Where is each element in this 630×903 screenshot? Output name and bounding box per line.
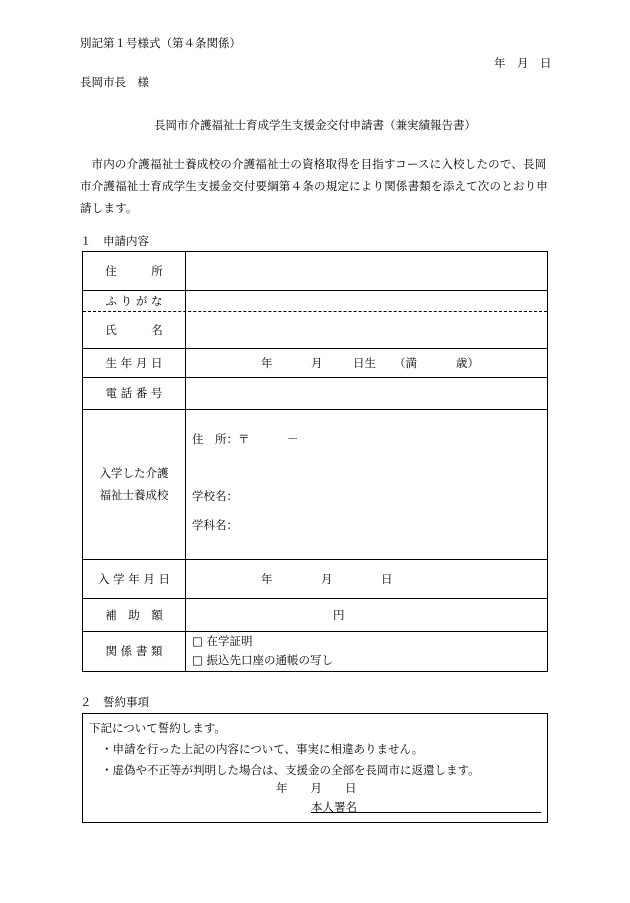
subsidy-label: 補 助 額 [105, 607, 163, 622]
oath-item-1: ・申請を行った上記の内容について、事実に相違ありません。 [101, 742, 424, 756]
address-field[interactable] [186, 252, 547, 290]
yen-unit: 円 [333, 607, 345, 622]
enroll-year-unit: 年 [261, 571, 273, 586]
doc-enrollment-certificate-checkbox[interactable]: □ 在学証明 [192, 634, 253, 648]
enrollment-date-label: 入 学 年 月 日 [97, 571, 171, 586]
oath-intro: 下記について誓約します。 [89, 721, 226, 735]
signature-line[interactable] [311, 812, 541, 813]
section-1-heading: １ 申請内容 [80, 234, 149, 248]
doc-bankbook-copy-checkbox[interactable]: □ 振込先口座の通帳の写し [192, 653, 334, 667]
department-label: 学科名： [192, 518, 238, 532]
enroll-day-unit: 日 [381, 571, 393, 586]
enrollment-date-field[interactable] [186, 559, 547, 598]
documents-field [186, 631, 547, 671]
application-table [82, 251, 548, 672]
school-address-label: 住 所：〒 [192, 432, 250, 446]
signature-label: 本人署名 [311, 800, 357, 814]
birth-day-unit: 日生 [353, 355, 376, 370]
birth-month-unit: 月 [311, 355, 323, 370]
address-label: 住 所 [105, 264, 163, 278]
birth-date-field[interactable] [186, 348, 547, 377]
documents-label: 関 係 書 類 [105, 644, 163, 658]
birth-year-unit: 年 [261, 355, 273, 370]
form-reference: 別記第１号様式（第４条関係） [80, 36, 241, 50]
school-label [83, 409, 185, 559]
intro-paragraph: 市内の介護福祉士養成校の介護福祉士の資格取得を目指すコースに入校したので、長岡市介護福祉士育成学生支援金交付要綱第４条の規定により関係書類を添えて次のとおり申請します。 [80, 157, 548, 215]
age-open: （満 [394, 355, 417, 370]
postal-code-dash: － [287, 432, 299, 446]
furigana-field[interactable] [186, 290, 547, 311]
addressee: 長岡市長 様 [80, 75, 149, 89]
birth-date-label: 生 年 月 日 [105, 355, 163, 370]
enroll-month-unit: 月 [321, 571, 333, 586]
school-field[interactable] [186, 409, 547, 559]
section-2-heading: ２ 誓約事項 [80, 695, 149, 709]
school-label-line1: 入学した介護 [99, 466, 169, 480]
oath-date: 年 月 日 [276, 781, 357, 795]
age-close: 歳） [456, 355, 479, 370]
subsidy-field[interactable] [186, 598, 547, 631]
name-label: 氏 名 [105, 322, 163, 337]
school-name-label: 学校名： [192, 489, 238, 503]
application-date: 年 月 日 [494, 56, 552, 70]
furigana-label: ふ り が な [105, 293, 163, 308]
phone-label: 電 話 番 号 [105, 386, 163, 400]
phone-field[interactable] [186, 377, 547, 409]
oath-box [82, 713, 548, 823]
oath-item-2: ・虚偽や不正等が判明した場合は、支援金の全部を長岡市に返還します。 [101, 763, 480, 777]
document-title: 長岡市介護福祉士育成学生支援金交付申請書（兼実績報告書） [154, 118, 476, 132]
school-label-line2: 福祉士養成校 [99, 488, 169, 502]
name-field[interactable] [186, 311, 547, 348]
